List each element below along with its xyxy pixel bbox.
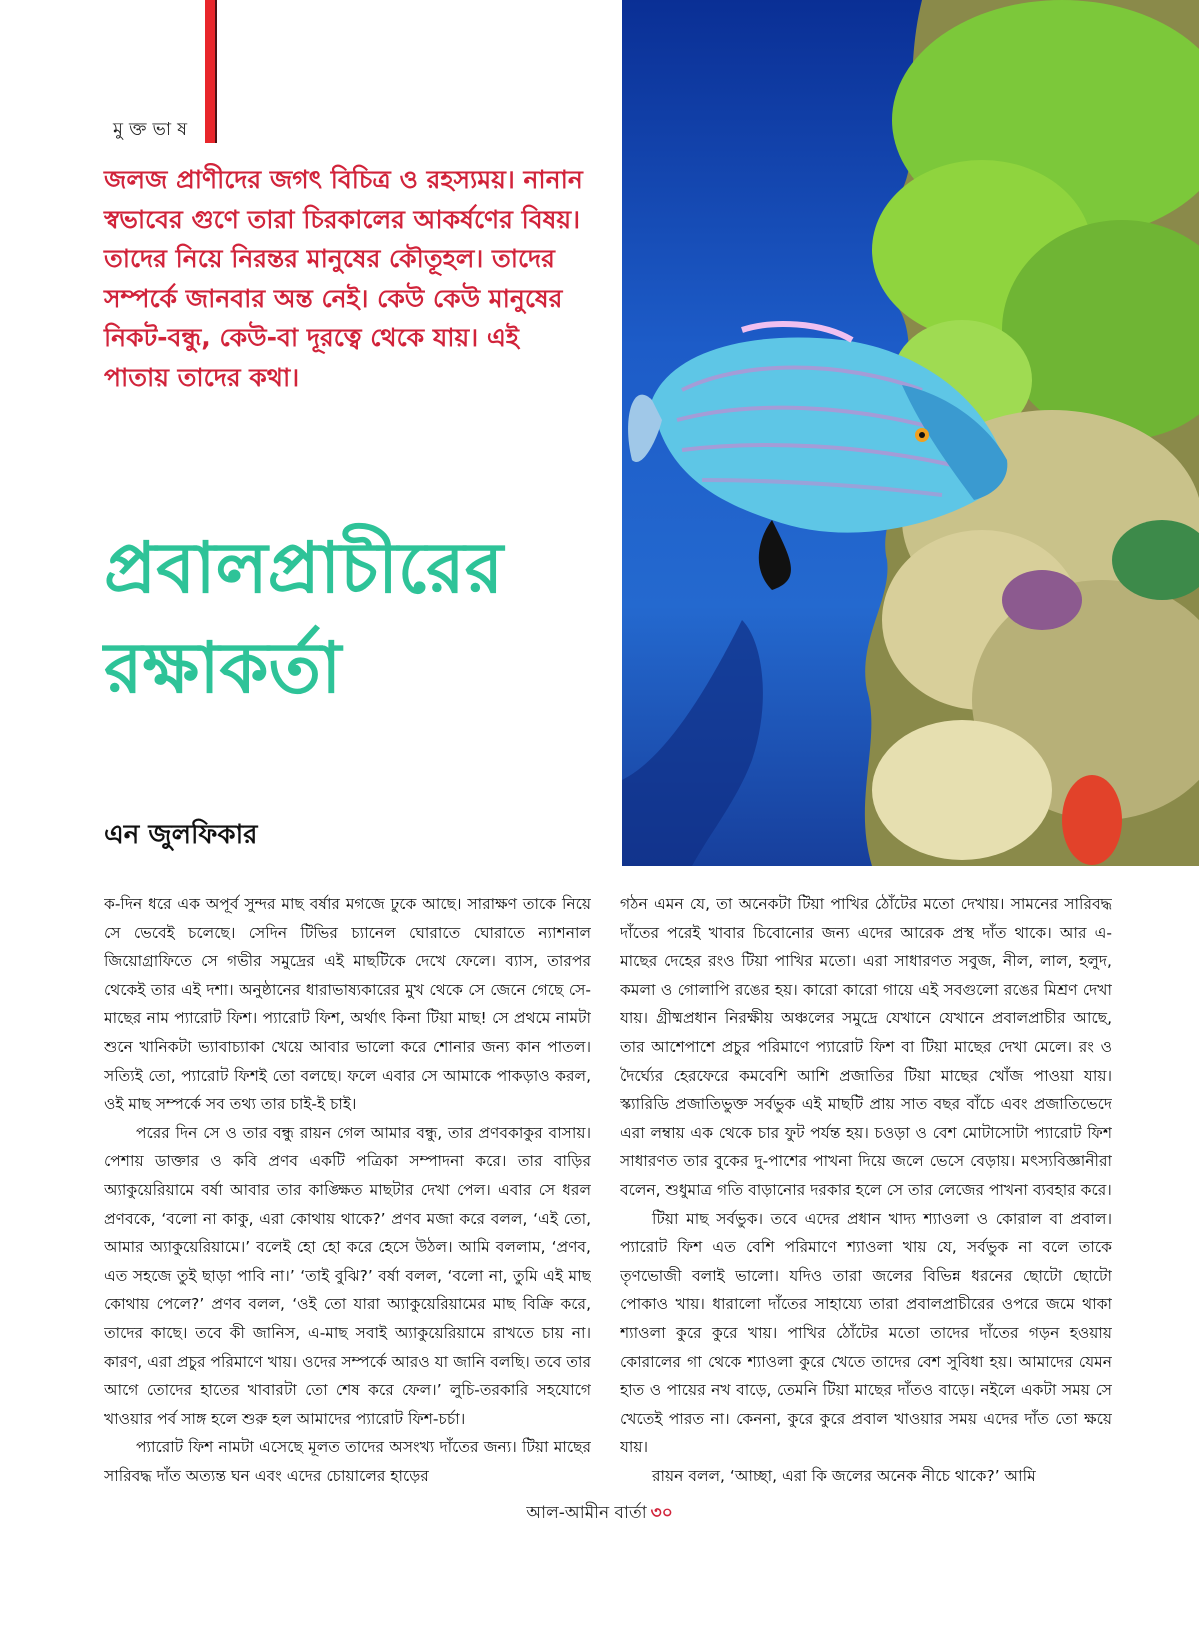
- paragraph: গঠন এমন যে, তা অনেকটা টিয়া পাখির ঠোঁটের মতো দেখায়। সামনের সারিবদ্ধ দাঁতের পরেই খাবার চিবোনোর জন্য এদের আরেক প্রস্থ দাঁত থাকে। আর এ-মাছের দেহের রংও টিয়া পাখির মতো। এরা সাধারণত সবুজ, নীল, লাল, হলুদ, কমলা ও গোলাপি রঙের হয়। কারো কারো গায়ে এই সবগুলো রঙের মিশ্রণ দেখা যায়। গ্রীষ্মপ্রধান নিরক্ষীয় অঞ্চলের সমুদ্রে যেখানে যেখানে প্রবালপ্রাচীর আছে, তার আশেপাশে প্রচুর পরিমাণে প্যারোট ফিশ বা টিয়া মাছের দেখা মেলে। রং ও দৈর্ঘ্যের হেরফেরে কমবেশি আশি প্রজাতির টিয়া মাছের খোঁজ পাওয়া যায়। স্ক্যারিডি প্রজাতিভুক্ত সর্বভুক এই মাছটি প্রায় সাত বছর বাঁচে এবং প্রজাতিভেদে এরা লম্বায় এক থেকে চার ফুট পর্যন্ত হয়। চওড়া ও বেশ মোটাসোটা প্যারোট ফিশ সাধারণত তার বুকের দু-পাশের পাখনা দিয়ে জলে ভেসে বেড়ায়। মৎস্যবিজ্ঞানীরা বলেন, শুধুমাত্র গতি বাড়ানোর দরকার হলে সে তার লেজের পাখনা ব্যবহার করে।: [620, 895, 1112, 1199]
- footer-title: আল-আমীন বার্তা: [526, 1503, 647, 1523]
- paragraph: পরের দিন সে ও তার বন্ধু রায়ন গেল আমার বন্ধু, তার প্রণবকাকুর বাসায়। পেশায় ডাক্তার ও কবি প্রণব একটি পত্রিকা সম্পাদনা করে। তার বাড়ির অ্যাকুয়েরিয়ামে বর্ষা আবার তার কাঙ্ক্ষিত মাছটার দেখা পেল। এবার সে ধরল প্রণবকে, ‘বলো না কাকু, এরা কোথায় থাকে?’ প্রণব মজা করে বলল, ‘এই তো, আমার অ্যাকুয়েরিয়ামে।’ বলেই হো হো করে হেসে উঠল। আমি বললাম, ‘প্রণব, এত সহজে তুই ছাড়া পাবি না।’ ‘তাই বুঝি?’ বর্ষা বলল, ‘বলো না, তুমি এই মাছ কোথায় পেলে?’ প্রণব বলল, ‘ওই তো যারা অ্যাকুয়েরিয়ামের মাছ বিক্রি করে, তাদের কাছে। তবে কী জানিস, এ-মাছ সবাই অ্যাকুয়েরিয়ামে রাখতে চায় না। কারণ, এরা প্রচুর পরিমাণে খায়। ওদের সম্পর্কে আরও যা জানি বলছি। তবে তার আগে তোদের হাতের খাবারটা তো শেষ করে ফেল।’ লুচি-তরকারি সহযোগে খাওয়ার পর্ব সাঙ্গ হলে শুরু হল আমাদের প্যারোট ফিশ-চর্চা।: [104, 1123, 591, 1428]
- intro-text: জলজ প্রাণীদের জগৎ বিচিত্র ও রহস্যময়। নানান স্বভাবের গুণে তারা চিরকালের আকর্ষণের বিষয়। তাদের নিয়ে নিরন্তর মানুষের কৌতূহল। তাদের সম্পর্কে জানবার অন্ত নেই। কেউ কেউ মানুষের নিকট-বন্ধু, কেউ-বা দূরত্বে থেকে যায়। এই পাতায় তাদের কথা।: [104, 165, 583, 392]
- paragraph: ক-দিন ধরে এক অপূর্ব সুন্দর মাছ বর্ষার মগজে ঢুকে আছে। সারাক্ষণ তাকে নিয়ে সে ভেবেই চলেছে। সেদিন টিভির চ্যানেল ঘোরাতে ঘোরাতে ন্যাশনাল জিয়োগ্রাফিতে সে গভীর সমুদ্রের এই মাছটিকে দেখে ফেলে। ব্যাস, তারপর থেকেই তার এই দশা। অনুষ্ঠানের ধারাভাষ্যকারের মুখ থেকে সে জেনে গেছে সে-মাছের নাম প্যারোট ফিশ। প্যারোট ফিশ, অর্থাৎ কিনা টিয়া মাছ! সে প্রথমে নামটা শুনে খানিকটা ভ্যাবাচ্যাকা খেয়ে আবার ভালো করে শোনার জন্য কান পাতল। সত্যিই তো, প্যারোট ফিশই তো বলছে। ফলে এবার সে আমাকে পাকড়াও করল, ওই মাছ সম্পর্কে সব তথ্য তার চাই-ই চাই।: [104, 895, 591, 1114]
- section-label: মুক্তভাষ: [113, 119, 194, 140]
- parrotfish-illustration: [622, 0, 1199, 866]
- author-name: এন জুলফিকার: [104, 820, 258, 850]
- left-column: [104, 890, 591, 1496]
- accent-bar: [205, 0, 215, 143]
- title-line-1: প্রবালপ্রাচীরের: [104, 527, 504, 609]
- right-column: [620, 890, 1112, 1496]
- paragraph: টিয়া মাছ সর্বভুক। তবে এদের প্রধান খাদ্য শ্যাওলা ও কোরাল বা প্রবাল। প্যারোট ফিশ এত বেশি পরিমাণে শ্যাওলা খায় যে, সর্বভুক না বলে তাকে তৃণভোজী বলাই ভালো। যদিও তারা জলের বিভিন্ন ধরনের ছোটো ছোটো পোকাও খায়। ধারালো দাঁতের সাহায্যে তারা প্রবালপ্রাচীরের ওপরে জমে থাকা শ্যাওলা কুরে কুরে খায়। পাখির ঠোঁটের মতো তাদের দাঁতের গড়ন হওয়ায় কোরালের গা থেকে শ্যাওলা কুরে খেতে তাদের বেশ সুবিধা হয়। আমাদের যেমন হাত ও পায়ের নখ বাড়ে, তেমনি টিয়া মাছের দাঁতও বাড়ে। নইলে একটা সময় সে খেতেই পারত না। কেননা, কুরে কুরে প্রবাল খাওয়ার সময় এদের দাঁত তো ক্ষয়ে যায়।: [620, 1209, 1112, 1457]
- paragraph: রায়ন বলল, ‘আচ্ছা, এরা কি জলের অনেক নীচে থাকে?’ আমি: [652, 1466, 1036, 1485]
- page-number: ৩০: [650, 1503, 673, 1523]
- article-title: [104, 518, 624, 718]
- paragraph: প্যারোট ফিশ নামটা এসেছে মূলত তাদের অসংখ্য দাঁতের জন্য। টিয়া মাছের সারিবদ্ধ দাঁত অত্যন্ত ঘন এবং এদের চোয়ালের হাড়ের: [104, 1438, 591, 1485]
- page-footer: [0, 1500, 1199, 1528]
- parrotfish-photo: [622, 0, 1199, 866]
- accent-bar-shadow: [215, 0, 217, 143]
- title-line-2: রক্ষাকর্তা: [104, 627, 342, 709]
